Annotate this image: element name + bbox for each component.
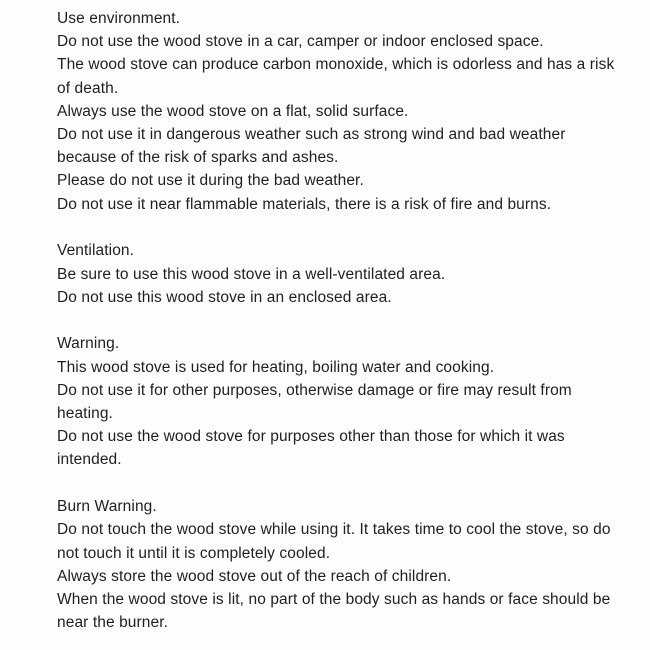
text-line: intended. [57,451,122,469]
text-line: not touch it until it is completely cooled. [57,544,331,562]
text-line: The wood stove can produce carbon monoxide, which is odorless and has a risk [57,56,615,74]
text-line: This wood stove is used for heating, boiling water and cooking. [57,358,495,376]
text-line: Do not use it for other purposes, otherwise damage or fire may result from [57,381,572,399]
text-line: near the burner. [57,614,169,632]
text-line: Always store the wood stove out of the reach of children. [57,567,452,585]
text-line: Do not use this wood stove in an enclosed area. [57,288,392,306]
section-warning [57,332,630,471]
section-heading: Use environment. [57,10,181,27]
text-line: Please do not use it during the bad weather. [57,172,364,190]
text-line: Do not use it in dangerous weather such as strong wind and bad weather [57,126,566,144]
section-ventilation [57,239,630,309]
text-line: Do not use the wood stove for purposes other than those for which it was [57,428,565,446]
text-line: heating. [57,405,113,423]
section-heading: Burn Warning. [57,498,157,516]
text-line: Always use the wood stove on a flat, solid surface. [57,102,409,120]
text-line: When the wood stove is lit, no part of the body such as hands or face should be [57,590,611,608]
section-use-environment [57,7,630,216]
text-line: because of the risk of sparks and ashes. [57,149,339,167]
text-line: of death. [57,79,119,97]
text-line: Do not use it near flammable materials, there is a risk of fire and burns. [57,195,552,213]
section-heading: Ventilation. [57,242,135,260]
section-heading: Warning. [57,335,120,353]
text-line: Do not use the wood stove in a car, camper or indoor enclosed space. [57,33,544,51]
text-line: Be sure to use this wood stove in a well-ventilated area. [57,265,446,283]
text-line: Do not touch the wood stove while using it. It takes time to cool the stove, so do [57,521,611,539]
section-burn-warning [57,495,630,634]
